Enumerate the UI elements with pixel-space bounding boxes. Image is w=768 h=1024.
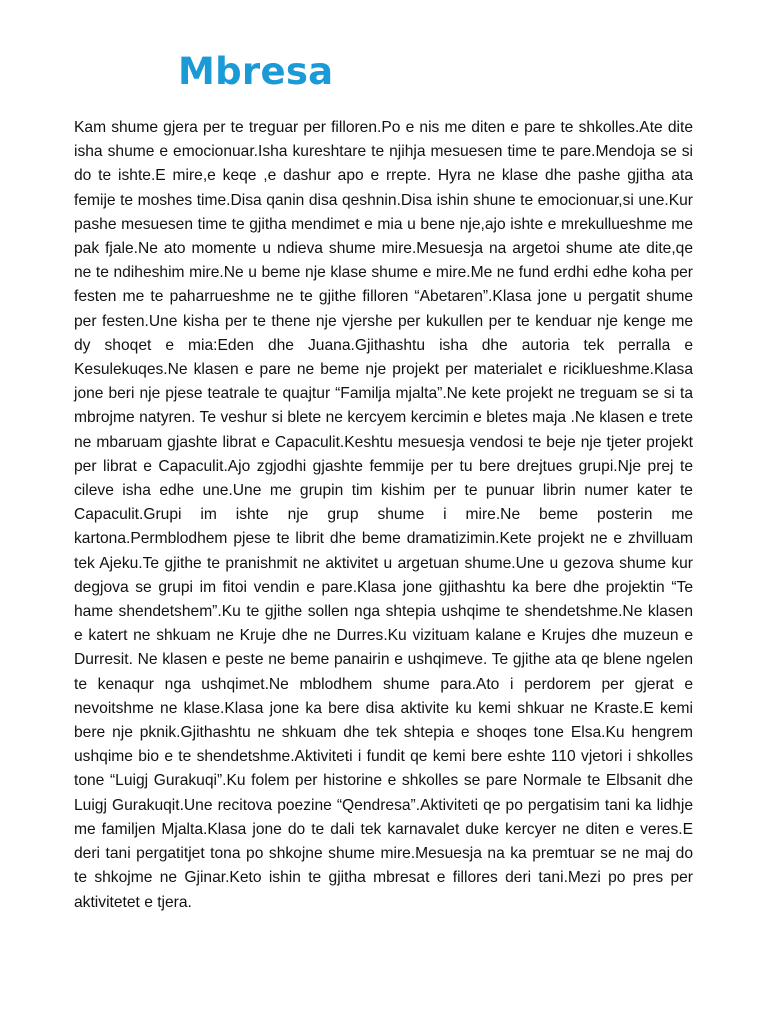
document-title: Mbresa	[178, 50, 334, 93]
document-body-paragraph: Kam shume gjera per te treguar per filloren.Po e nis me diten e pare te shkolles.Ate dite isha shume e emocionuar.Isha kureshtare te njihja mesuesen time te pare.Mendoja se si do te ishte.E mire,e keqe ,e dashur apo e rrepte. Hyra ne klase dhe pashe gjitha ata femije te moshes time.Disa qanin disa qeshnin.Disa ishin shune te emocionuar,si une.Kur pashe mesuesen time te gjitha mendimet e mia u bene nje,ajo ishte e mrekullueshme me pak fjale.Ne ato momente u ndieva shume mire.Mesuesja na argetoi shume ate dite,qe ne te ndiheshim mire.Ne u beme nje klase shume e mire.Me ne fund erdhi edhe koha per festen me te paharrueshme ne te gjithe filloren “Abetaren”.Klasa jone u pergatit shume per festen.Une kisha per te thene nje vjershe per kukullen per te kenduar nje kenge me dy shoqet e mia:Eden dhe Juana.Gjithashtu isha dhe autoria tek perralla e Kesulekuqes.Ne klasen e pare ne beme nje projekt per materialet e riciklueshme.Klasa jone beri nje pjese teatrale te quajtur “Familja mjalta”.Ne kete projekt ne treguam se si ta mbrojme natyren. Te veshur si blete ne kercyem kercimin e bletes maja .Ne klasen e trete ne mbaruam gjashte librat e Capaculit.Keshtu mesuesja vendosi te beje nje tjeter projekt per librat e Capaculit.Ajo zgjodhi gjashte femmije per tu bere drejtues grupi.Nje prej te cileve isha edhe une.Une me grupin tim kishim per te punuar librin numer kater te Capaculit.Grupi im ishte nje grup shume i mire.Ne beme posterin me kartona.Permblodhem pjese te librit dhe beme dramatizimin.Kete projekt ne e zhvilluam tek Ajeku.Te gjithe te pranishmit ne aktivitet u argetuan shume.Une u gezova shume kur degjova se grupi im fitoi vendin e pare.Klasa jone gjithashtu ka bere dhe projektin “Te hame shendetshem”.Ku te gjithe sollen nga shtepia ushqime te shendetshme.Ne klasen e katert ne shkuam ne Kruje dhe ne Durres.Ku vizituam kalane e Krujes dhe muzeun e Durresit. Ne klasen e peste ne beme panairin e ushqimeve. Te gjithe ata qe blene ngelen te kenaqur nga ushqimet.Ne mblodhem shume para.Ato i perdorem per gjerat e nevoitshme ne klase.Klasa jone ka bere disa aktivite ku kemi shkuar ne Kraste.E kemi bere nje pknik.Gjithashtu ne shkuam dhe tek shtepia e shoqes tone Elsa.Ku hengrem ushqime bio e te shendetshme.Aktiviteti i fundit qe kemi bere eshte 110 vjetori i shkolles tone “Luigj Gurakuqi”.Ku folem per historine e shkolles se pare Normale te Elbsanit dhe Luigj Gurakuqit.Une recitova poezine “Qendresa”.Aktiviteti qe po pergatisim tani ka lidhje me familjen Mjalta.Klasa jone do te dali tek karnavalet duke kercyer ne diten e veres.E deri tani pergatitjet tona po shkojne shume mire.Mesuesja na ka premtuar se ne maj do te shkojme ne Gjinar.Keto ishin te gjitha mbresat e fillores deri tani.Mezi po pres per aktivitetet e tjera.	[74, 119, 693, 911]
